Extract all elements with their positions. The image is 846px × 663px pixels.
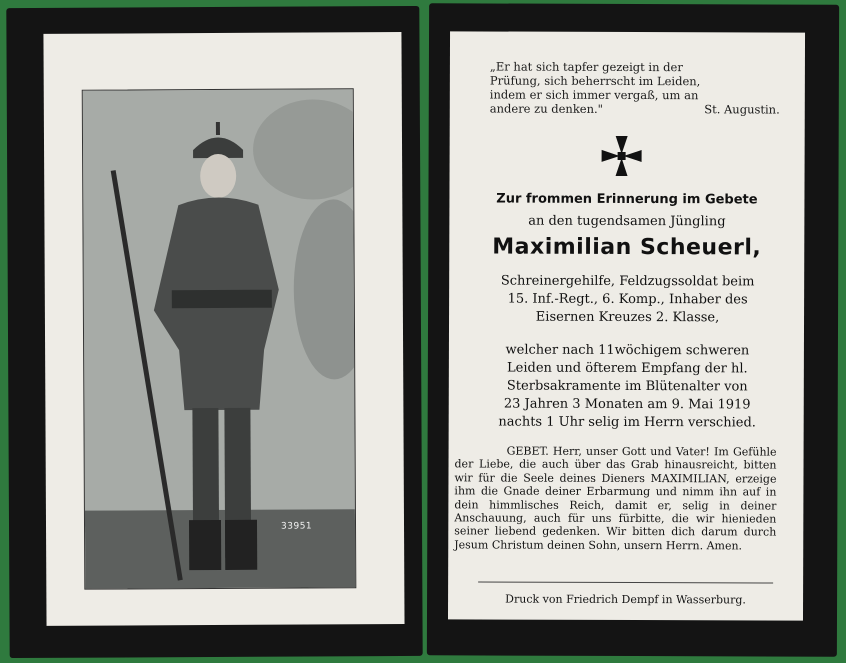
right-card-panel (427, 3, 839, 656)
death-line: welcher nach 11wöchigem schweren (505, 342, 750, 359)
quote-line: „Er hat sich tapfer gezeigt in der (489, 59, 683, 75)
occupation-line: Eisernen Kreuzes 2. Klasse, (535, 309, 720, 326)
death-line: nachts 1 Uhr selig im Herrn verschied. (498, 414, 756, 431)
quote-line-last (490, 101, 780, 116)
quote-author: St. Augustin. (704, 102, 780, 117)
augustine-quote (490, 59, 780, 116)
deceased-name: Maximilian Scheuerl, (492, 234, 762, 261)
occupation-line: 15. Inf.-Regt., 6. Komp., Inhaber des (507, 291, 748, 308)
memorial-subheading: an den tugendsamen Jüngling (528, 213, 726, 230)
divider-rule (478, 581, 773, 583)
death-line: Sterbsakramente im Blütenalter von (506, 378, 748, 395)
photo-number: 33951 (280, 521, 313, 532)
occupation-text (475, 272, 780, 327)
death-line: 23 Jahren 3 Monaten am 9. Mai 1919 (503, 396, 751, 413)
death-notice-text (475, 341, 780, 432)
quote-line: andere zu denken." (489, 101, 604, 116)
soldier-photograph (82, 88, 357, 589)
memorial-text-card (448, 31, 805, 620)
prayer-text: GEBET. Herr, unser Gott und Vater! Im Gefühle der Liebe, die auch über das Grab hinausreicht, bitten wir für die Seele deines Dieners MAXIMILIAN, erzeige ihm die Gnade deiner Erbarmung und nimm ihn auf in dein himmlisches Reich, damit er, selig in deiner Anschauung, auch für uns fürbitte, die wir hienieden seiner liebend gedenken. Wir bitten dich darum durch Jesum Christum deinen Sohn, unsern Herrn. Amen. (454, 444, 777, 553)
memorial-heading: Zur frommen Erinnerung im Gebete (496, 191, 758, 208)
soldier-figure-illustration (83, 89, 356, 588)
left-card-panel (6, 6, 422, 658)
death-line: Leiden und öfterem Empfang der hl. (506, 360, 748, 377)
printer-credit: Druck von Friedrich Dempf in Wasserburg. (505, 592, 746, 607)
photo-card (43, 32, 404, 626)
occupation-line: Schreinergehilfe, Feldzugssoldat beim (500, 273, 755, 290)
iron-cross-icon (600, 134, 644, 178)
quote-line: Prüfung, sich beherrscht im Leiden, (489, 73, 701, 89)
quote-line: indem er sich immer vergaß, um an (489, 87, 699, 103)
